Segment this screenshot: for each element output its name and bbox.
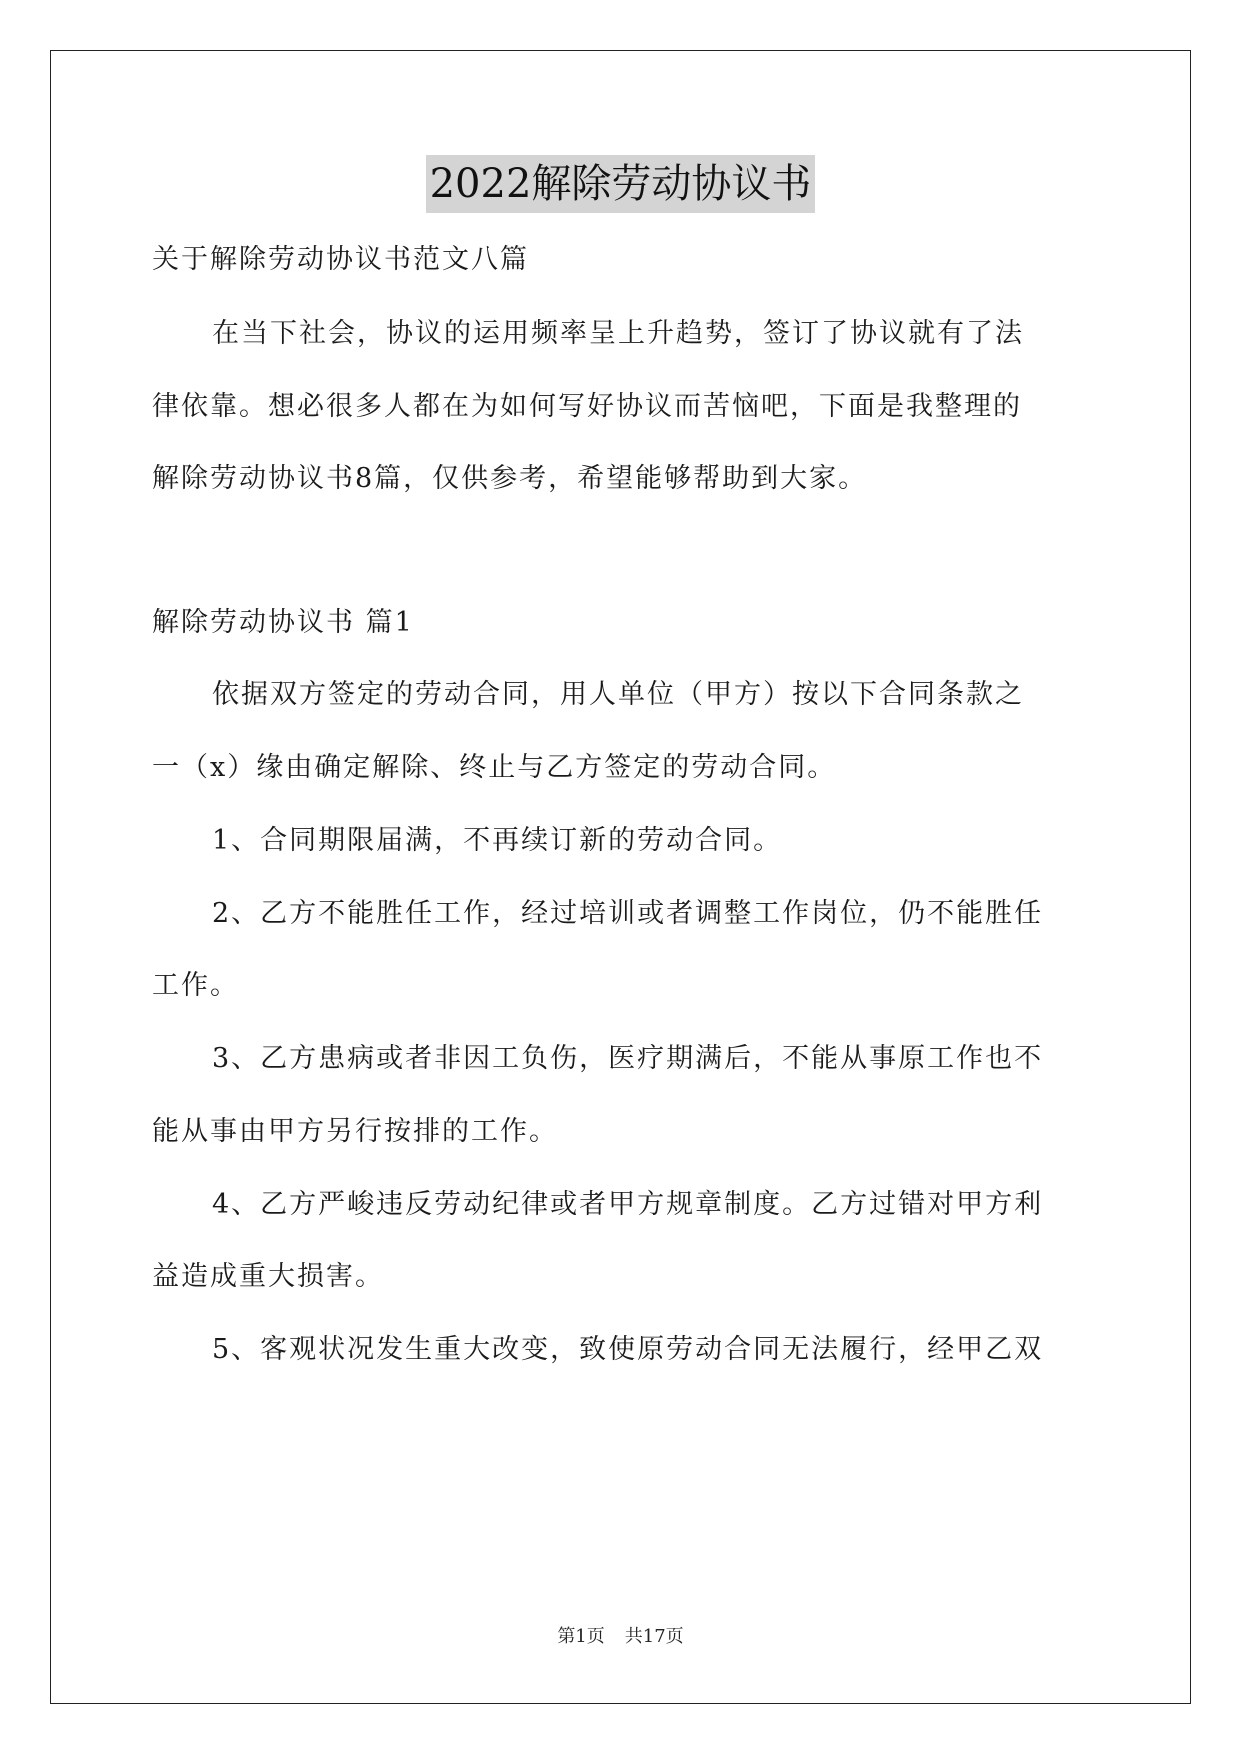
clause-3-line-2: 能从事由甲方另行按排的工作。 bbox=[152, 1116, 558, 1147]
clause-2-line-2: 工作。 bbox=[152, 970, 239, 1001]
clause-5-line-1: 5、客观状况发生重大改变，致使原劳动合同无法履行，经甲乙双 bbox=[212, 1334, 1044, 1365]
document-subtitle: 关于解除劳动协议书范文八篇 bbox=[152, 244, 529, 275]
intro-line-1: 在当下社会，协议的运用频率呈上升趋势，签订了协议就有了法 bbox=[212, 318, 1024, 349]
title-container bbox=[0, 155, 1241, 213]
clause-1: 1、合同期限届满，不再续订新的劳动合同。 bbox=[212, 825, 783, 856]
page-footer bbox=[0, 1625, 1241, 1649]
clause-4-line-1: 4、乙方严峻违反劳动纪律或者甲方规章制度。乙方过错对甲方利 bbox=[212, 1189, 1044, 1220]
body-line-1: 依据双方签定的劳动合同，用人单位（甲方）按以下合同条款之 bbox=[212, 679, 1024, 710]
intro-line-3: 解除劳动协议书8篇，仅供参考，希望能够帮助到大家。 bbox=[152, 463, 868, 494]
page-border bbox=[50, 50, 1191, 1704]
document-title: 2022解除劳动协议书 bbox=[426, 155, 816, 213]
page-number-total: 共17页 bbox=[624, 1626, 684, 1647]
clause-3-line-1: 3、乙方患病或者非因工负伤，医疗期满后，不能从事原工作也不 bbox=[212, 1043, 1044, 1074]
clause-4-line-2: 益造成重大损害。 bbox=[152, 1261, 384, 1292]
page-number-current: 第1页 bbox=[557, 1626, 605, 1647]
body-line-2: 一（x）缘由确定解除、终止与乙方签定的劳动合同。 bbox=[152, 752, 837, 783]
clause-2-line-1: 2、乙方不能胜任工作，经过培训或者调整工作岗位，仍不能胜任 bbox=[212, 898, 1044, 929]
section-heading: 解除劳动协议书 篇1 bbox=[152, 607, 414, 638]
intro-line-2: 律依靠。想必很多人都在为如何写好协议而苦恼吧，下面是我整理的 bbox=[152, 391, 1022, 422]
